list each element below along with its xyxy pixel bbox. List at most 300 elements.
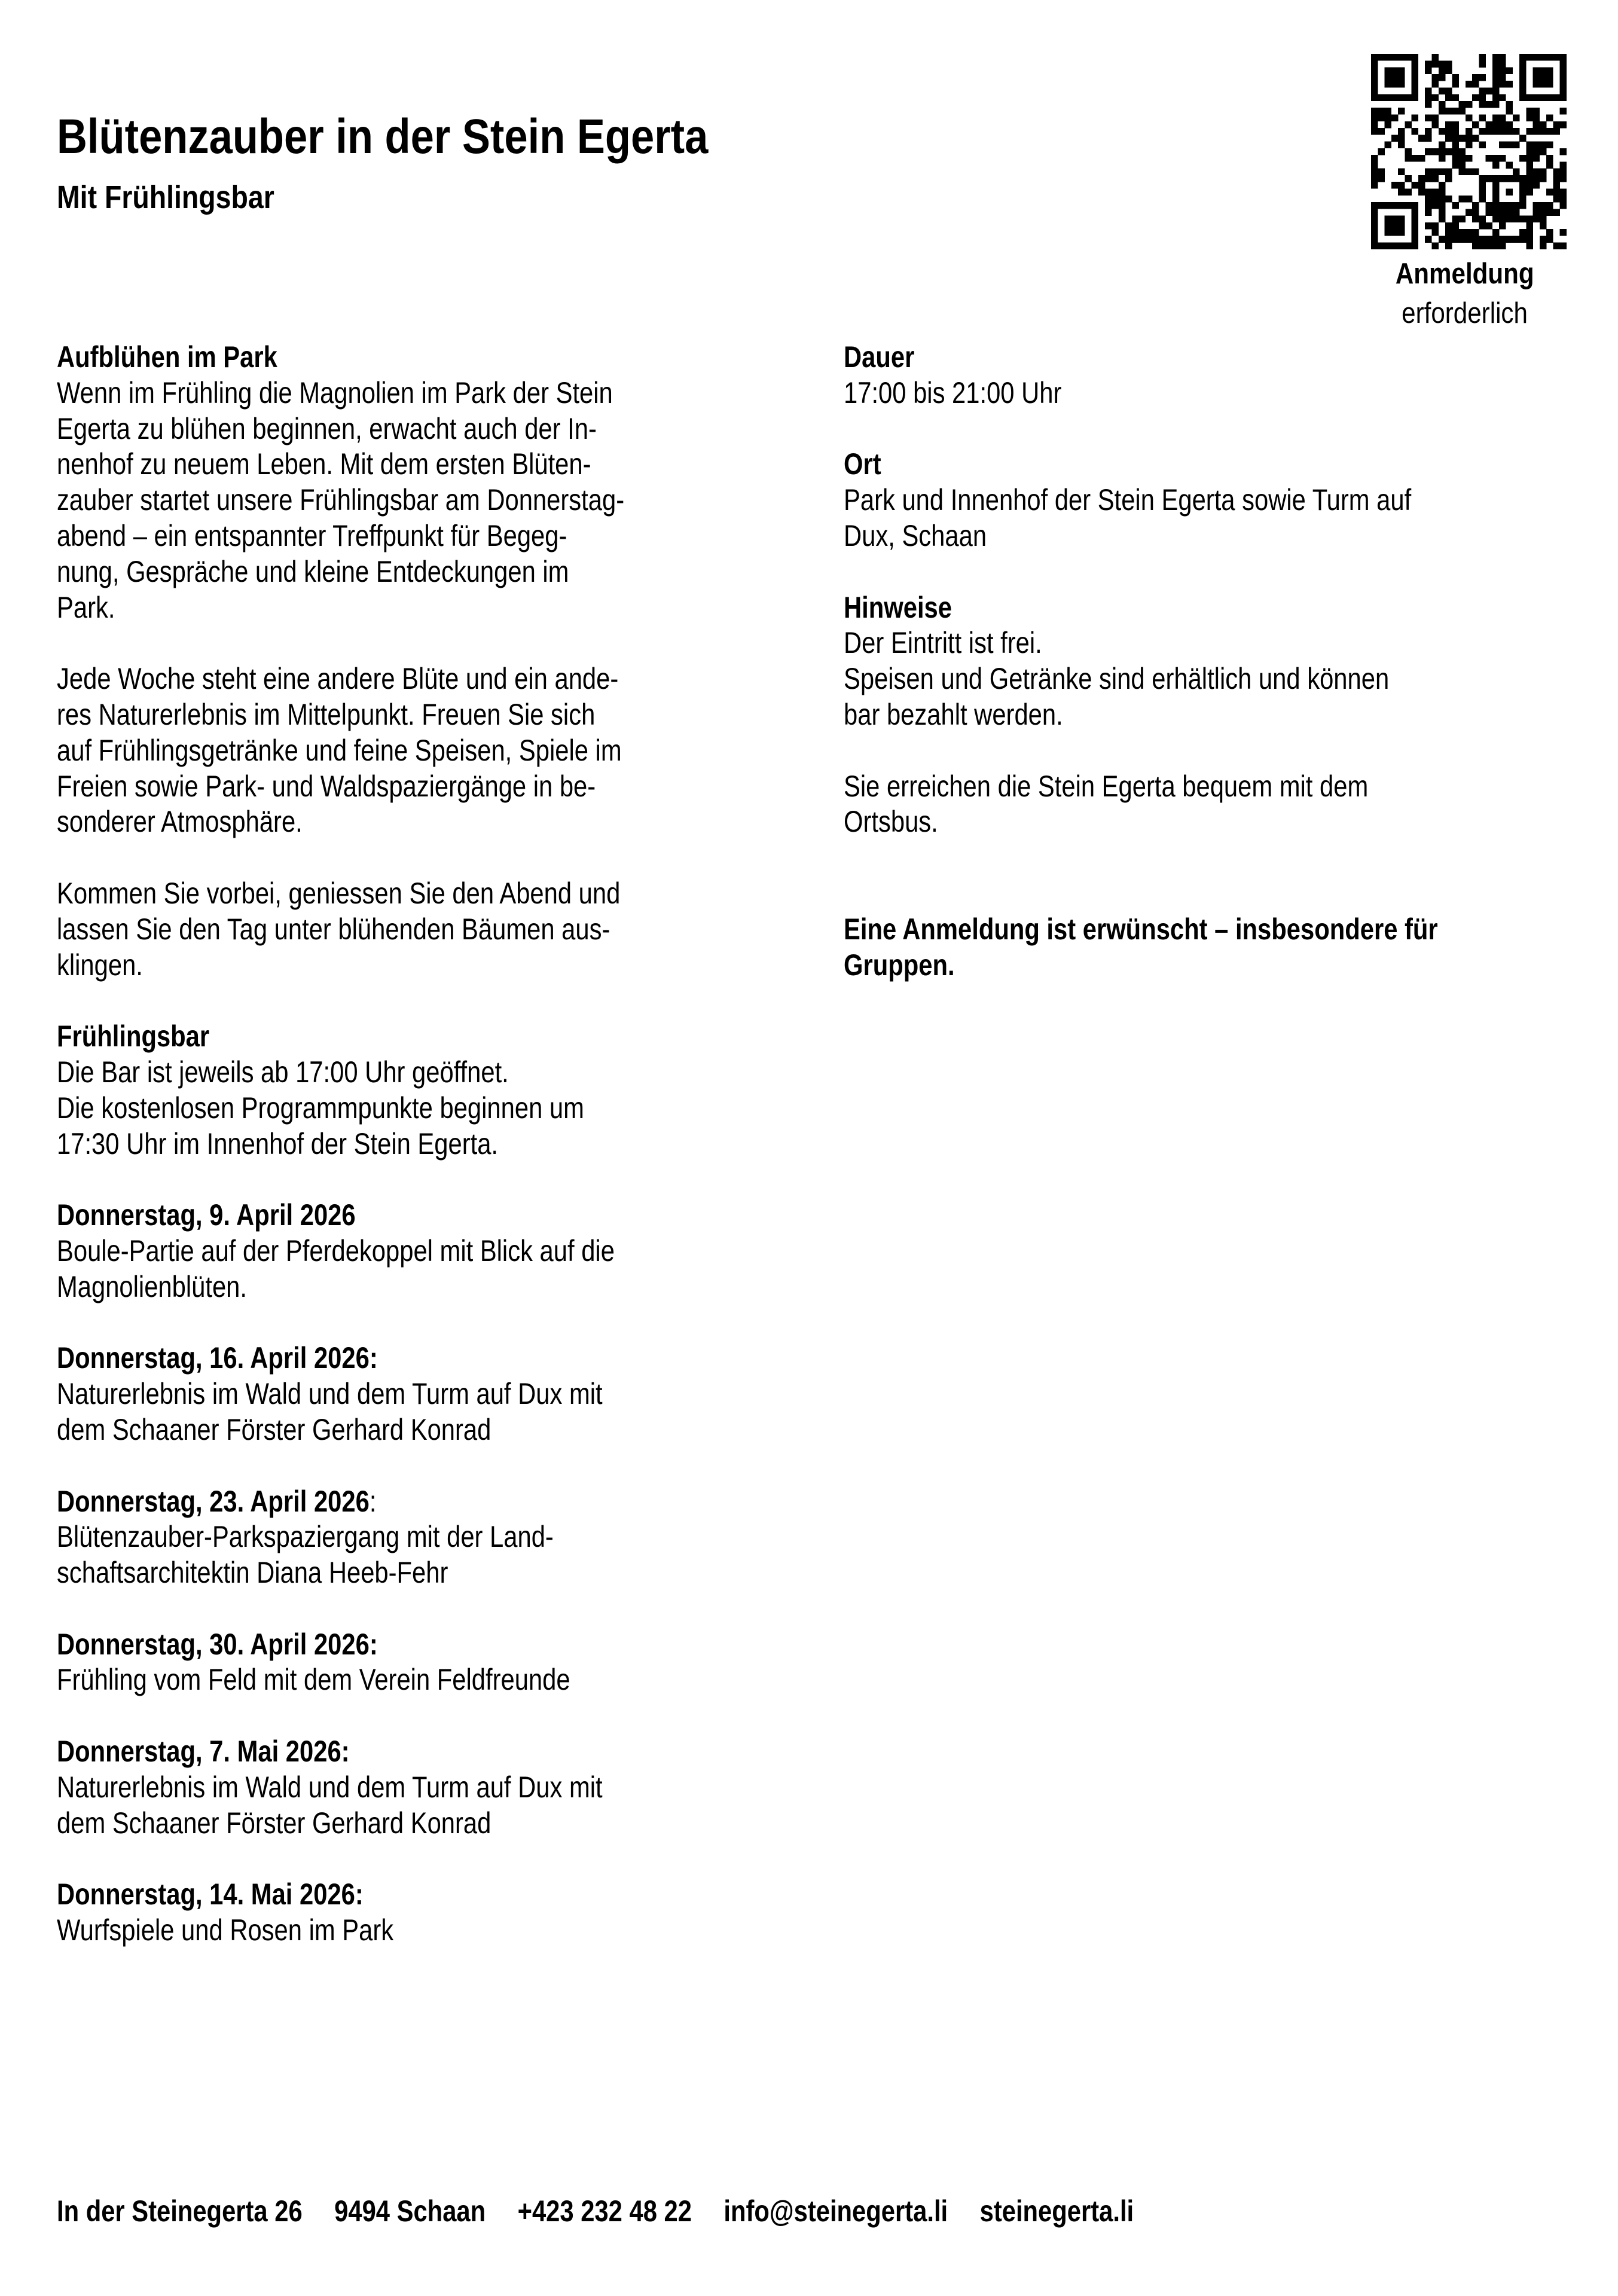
- weekly-section: [57, 661, 894, 840]
- qr-module: [1533, 114, 1540, 121]
- qr-module: [1519, 60, 1527, 68]
- qr-module: [1526, 148, 1533, 155]
- qr-module: [1546, 54, 1553, 61]
- qr-module: [1425, 87, 1432, 94]
- qr-module: [1398, 229, 1405, 236]
- qr-module: [1486, 121, 1493, 129]
- qr-module: [1479, 101, 1486, 108]
- qr-module: [1459, 101, 1466, 108]
- qr-module: [1452, 229, 1459, 236]
- qr-module: [1472, 74, 1479, 81]
- qr-module: [1371, 74, 1378, 81]
- qr-module: [1479, 87, 1486, 94]
- qr-module: [1472, 94, 1479, 102]
- qr-module: [1479, 243, 1486, 249]
- qr-module: [1466, 128, 1473, 135]
- qr-module: [1499, 216, 1506, 223]
- qr-module: [1385, 222, 1392, 230]
- paragraph-line: Dux, Schaan: [844, 518, 987, 552]
- section-heading: Dauer: [844, 340, 915, 374]
- qr-module: [1546, 81, 1553, 88]
- qr-module: [1519, 202, 1527, 209]
- qr-module: [1519, 81, 1527, 88]
- qr-module: [1479, 60, 1486, 68]
- qr-module: [1385, 243, 1392, 249]
- qr-module: [1405, 175, 1412, 182]
- qr-module: [1459, 108, 1466, 115]
- qr-module: [1431, 169, 1439, 176]
- qr-module: [1540, 243, 1547, 249]
- qr-module: [1492, 121, 1500, 129]
- footer-phone[interactable]: +423 232 48 22: [517, 2194, 692, 2228]
- qr-module: [1553, 175, 1560, 182]
- qr-module: [1405, 243, 1412, 249]
- qr-module: [1540, 54, 1547, 61]
- qr-module: [1526, 155, 1533, 162]
- qr-module: [1418, 182, 1425, 189]
- qr-module: [1546, 142, 1553, 149]
- qr-module: [1540, 216, 1547, 223]
- qr-module: [1492, 81, 1500, 88]
- qr-caption-registration: Anmeldung: [1396, 258, 1534, 290]
- qr-module: [1519, 182, 1527, 189]
- qr-module: [1459, 236, 1466, 243]
- qr-module: [1398, 128, 1405, 135]
- qr-module: [1499, 94, 1506, 102]
- qr-module: [1425, 222, 1432, 230]
- qr-module: [1553, 209, 1560, 216]
- qr-module: [1499, 155, 1506, 162]
- qr-module: [1479, 222, 1486, 230]
- qr-module: [1546, 68, 1553, 75]
- qr-module: [1412, 155, 1419, 162]
- qr-module: [1405, 121, 1412, 129]
- qr-module: [1371, 87, 1378, 94]
- qr-module: [1560, 189, 1567, 196]
- qr-module: [1378, 202, 1385, 209]
- event-item: [57, 1877, 894, 1949]
- qr-module: [1533, 209, 1540, 216]
- qr-module: [1452, 121, 1459, 129]
- qr-module: [1540, 121, 1547, 129]
- qr-module: [1513, 202, 1520, 209]
- right-column: [844, 340, 1618, 983]
- qr-module: [1445, 169, 1452, 176]
- qr-module: [1546, 236, 1553, 243]
- qr-module: [1560, 74, 1567, 81]
- qr-module: [1560, 68, 1567, 75]
- qr-module: [1391, 222, 1399, 230]
- qr-module: [1445, 243, 1452, 249]
- qr-module: [1479, 216, 1486, 223]
- qr-module: [1492, 189, 1500, 196]
- qr-module: [1506, 128, 1513, 135]
- qr-module: [1560, 202, 1567, 209]
- qr-module: [1431, 243, 1439, 249]
- qr-module: [1540, 68, 1547, 75]
- qr-module: [1425, 101, 1432, 108]
- qr-module: [1466, 101, 1473, 108]
- qr-module: [1499, 128, 1506, 135]
- qr-module: [1506, 68, 1513, 75]
- qr-module: [1513, 169, 1520, 176]
- qr-module: [1492, 94, 1500, 102]
- qr-module: [1398, 94, 1405, 102]
- qr-module: [1466, 196, 1473, 203]
- qr-module: [1445, 148, 1452, 155]
- qr-module: [1398, 182, 1405, 189]
- qr-module: [1452, 108, 1459, 115]
- qr-module: [1472, 135, 1479, 142]
- qr-module: [1452, 135, 1459, 142]
- footer-email[interactable]: info@steinegerta.li: [723, 2194, 948, 2228]
- qr-module: [1492, 60, 1500, 68]
- qr-module: [1412, 243, 1419, 249]
- qr-module: [1499, 142, 1506, 149]
- qr-module: [1439, 182, 1446, 189]
- section-heading: Ort: [844, 447, 881, 481]
- qr-module: [1540, 142, 1547, 149]
- qr-module: [1412, 94, 1419, 102]
- qr-module: [1431, 54, 1439, 61]
- qr-module: [1378, 148, 1385, 155]
- qr-module: [1452, 222, 1459, 230]
- qr-module: [1371, 161, 1378, 169]
- qr-module: [1398, 68, 1405, 75]
- footer-city: 9494 Schaan: [334, 2194, 486, 2228]
- qr-module: [1439, 196, 1446, 203]
- paragraph-line: Jede Woche steht eine andere Blüte und ein ande-: [57, 662, 619, 696]
- qr-code-icon[interactable]: [1371, 54, 1567, 249]
- qr-module: [1492, 236, 1500, 243]
- qr-module: [1526, 142, 1533, 149]
- qr-module: [1479, 189, 1486, 196]
- qr-module: [1486, 236, 1493, 243]
- qr-module: [1540, 222, 1547, 230]
- qr-module: [1486, 202, 1493, 209]
- qr-module: [1519, 236, 1527, 243]
- qr-module: [1499, 68, 1506, 75]
- qr-module: [1431, 196, 1439, 203]
- qr-module: [1425, 94, 1432, 102]
- qr-module: [1540, 175, 1547, 182]
- qr-module: [1519, 94, 1527, 102]
- qr-module: [1540, 236, 1547, 243]
- qr-module: [1398, 142, 1405, 149]
- qr-module: [1385, 74, 1392, 81]
- qr-module: [1506, 202, 1513, 209]
- event-description: schaftsarchitektin Diana Heeb-Fehr: [57, 1556, 448, 1590]
- qr-module: [1371, 54, 1378, 61]
- qr-module: [1519, 155, 1527, 162]
- qr-module: [1472, 202, 1479, 209]
- qr-module: [1385, 202, 1392, 209]
- event-date: Donnerstag, 23. April 2026:: [57, 1484, 377, 1518]
- qr-module: [1533, 148, 1540, 155]
- event-description: Blütenzauber-Parkspaziergang mit der Land-: [57, 1520, 554, 1554]
- qr-module: [1385, 142, 1392, 149]
- qr-module: [1378, 169, 1385, 176]
- qr-module: [1486, 175, 1493, 182]
- qr-module: [1398, 189, 1405, 196]
- qr-module: [1560, 148, 1567, 155]
- qr-module: [1492, 128, 1500, 135]
- qr-module: [1533, 142, 1540, 149]
- qr-module: [1560, 161, 1567, 169]
- qr-module: [1466, 81, 1473, 88]
- qr-module: [1378, 54, 1385, 61]
- qr-module: [1506, 108, 1513, 115]
- qr-module: [1418, 175, 1425, 182]
- qr-module: [1513, 236, 1520, 243]
- qr-module: [1391, 202, 1399, 209]
- footer-address: In der Steinegerta 26: [57, 2194, 303, 2228]
- qr-module: [1445, 236, 1452, 243]
- qr-module: [1486, 128, 1493, 135]
- paragraph-line: Egerta zu blühen beginnen, erwacht auch der In-: [57, 411, 597, 445]
- qr-module: [1459, 229, 1466, 236]
- qr-module: [1371, 94, 1378, 102]
- qr-module: [1425, 209, 1432, 216]
- qr-module: [1519, 54, 1527, 61]
- qr-module: [1425, 196, 1432, 203]
- left-column: [57, 340, 894, 1949]
- qr-module: [1506, 161, 1513, 169]
- qr-module: [1385, 54, 1392, 61]
- qr-module: [1526, 175, 1533, 182]
- qr-module: [1513, 175, 1520, 182]
- qr-module: [1412, 81, 1419, 88]
- qr-module: [1445, 108, 1452, 115]
- qr-module: [1412, 128, 1419, 135]
- qr-module: [1405, 189, 1412, 196]
- qr-module: [1560, 196, 1567, 203]
- qr-module: [1452, 216, 1459, 223]
- qr-module: [1492, 101, 1500, 108]
- qr-module: [1526, 128, 1533, 135]
- qr-module: [1412, 182, 1419, 189]
- qr-module: [1452, 155, 1459, 162]
- qr-module: [1513, 216, 1520, 223]
- qr-module: [1398, 54, 1405, 61]
- paragraph-line: Park und Innenhof der Stein Egerta sowie Turm auf: [844, 483, 1412, 517]
- qr-module: [1533, 121, 1540, 129]
- event-description: Boule-Partie auf der Pferdekoppel mit Blick auf die: [57, 1234, 615, 1268]
- qr-module: [1398, 202, 1405, 209]
- qr-module: [1519, 216, 1527, 223]
- paragraph-line: klingen.: [57, 948, 143, 982]
- qr-module: [1526, 229, 1533, 236]
- qr-module: [1472, 216, 1479, 223]
- qr-module: [1546, 155, 1553, 162]
- qr-module: [1439, 169, 1446, 176]
- qr-module: [1445, 68, 1452, 75]
- registration-line: Eine Anmeldung ist erwünscht – insbesondere für: [844, 912, 1438, 946]
- qr-module: [1445, 60, 1452, 68]
- qr-module: [1398, 222, 1405, 230]
- qr-module: [1492, 161, 1500, 169]
- qr-module: [1405, 148, 1412, 155]
- qr-module: [1425, 169, 1432, 176]
- paragraph-line: zauber startet unsere Frühlingsbar am Donnerstag-: [57, 483, 625, 517]
- qr-module: [1385, 94, 1392, 102]
- qr-module: [1526, 54, 1533, 61]
- qr-module: [1526, 161, 1533, 169]
- qr-module: [1398, 169, 1405, 176]
- qr-module: [1412, 87, 1419, 94]
- qr-module: [1499, 222, 1506, 230]
- paragraph-line: Die Bar ist jeweils ab 17:00 Uhr geöffnet.: [57, 1055, 509, 1089]
- qr-module: [1466, 209, 1473, 216]
- qr-module: [1479, 94, 1486, 102]
- registration-line: Gruppen.: [844, 948, 955, 982]
- qr-module: [1439, 202, 1446, 209]
- qr-module: [1425, 68, 1432, 75]
- event-date: Donnerstag, 7. Mai 2026:: [57, 1735, 350, 1769]
- paragraph-line: Wenn im Frühling die Magnolien im Park der Stein: [57, 375, 613, 410]
- qr-module: [1492, 68, 1500, 75]
- qr-module: [1519, 229, 1527, 236]
- qr-module: [1499, 74, 1506, 81]
- qr-module: [1439, 148, 1446, 155]
- qr-module: [1533, 68, 1540, 75]
- qr-module: [1425, 114, 1432, 121]
- paragraph-line: Der Eintritt ist frei.: [844, 626, 1042, 660]
- qr-module: [1506, 175, 1513, 182]
- paragraph-line: Ortsbus.: [844, 805, 938, 839]
- qr-module: [1499, 236, 1506, 243]
- qr-module: [1506, 121, 1513, 129]
- qr-module: [1371, 169, 1378, 176]
- qr-module: [1425, 60, 1432, 68]
- event-item: [57, 1341, 894, 1448]
- qr-module: [1513, 209, 1520, 216]
- paragraph-line: sonderer Atmosphäre.: [57, 805, 303, 839]
- event-date: Donnerstag, 9. April 2026: [57, 1198, 356, 1232]
- paragraph-line: abend – ein entspannter Treffpunkt für Begeg-: [57, 518, 567, 552]
- registration-note: [844, 912, 1618, 984]
- qr-module: [1466, 169, 1473, 176]
- qr-module: [1479, 114, 1486, 121]
- qr-module: [1472, 169, 1479, 176]
- qr-module: [1533, 182, 1540, 189]
- event-date: Donnerstag, 30. April 2026:: [57, 1627, 378, 1661]
- qr-module: [1466, 114, 1473, 121]
- qr-module: [1540, 148, 1547, 155]
- qr-module: [1391, 94, 1399, 102]
- qr-module: [1459, 148, 1466, 155]
- qr-module: [1385, 216, 1392, 223]
- qr-module: [1519, 135, 1527, 142]
- event-date: Donnerstag, 14. Mai 2026:: [57, 1877, 364, 1912]
- qr-module: [1506, 81, 1513, 88]
- qr-module: [1371, 202, 1378, 209]
- qr-module: [1452, 202, 1459, 209]
- footer-website[interactable]: steinegerta.li: [979, 2194, 1134, 2228]
- qr-module: [1425, 189, 1432, 196]
- qr-module: [1391, 182, 1399, 189]
- qr-module: [1533, 108, 1540, 115]
- qr-module: [1553, 169, 1560, 176]
- qr-module: [1492, 74, 1500, 81]
- qr-module: [1479, 236, 1486, 243]
- qr-module: [1492, 216, 1500, 223]
- qr-module: [1439, 155, 1446, 162]
- qr-module: [1526, 222, 1533, 230]
- qr-module: [1459, 135, 1466, 142]
- qr-module: [1445, 135, 1452, 142]
- qr-module: [1439, 216, 1446, 223]
- location-section: [844, 447, 1618, 554]
- event-date: Donnerstag, 16. April 2026:: [57, 1341, 378, 1375]
- qr-module: [1412, 229, 1419, 236]
- qr-module: [1546, 161, 1553, 169]
- qr-module: [1425, 202, 1432, 209]
- qr-module: [1466, 135, 1473, 142]
- paragraph-line: Sie erreichen die Stein Egerta bequem mit dem: [844, 769, 1369, 803]
- qr-module: [1425, 148, 1432, 155]
- qr-module: [1479, 196, 1486, 203]
- qr-module: [1459, 196, 1466, 203]
- qr-module: [1391, 68, 1399, 75]
- qr-module: [1412, 60, 1419, 68]
- qr-module: [1499, 81, 1506, 88]
- qr-module: [1431, 229, 1439, 236]
- qr-module: [1412, 114, 1419, 121]
- qr-module: [1506, 216, 1513, 223]
- section-heading: Hinweise: [844, 590, 952, 624]
- qr-module: [1499, 243, 1506, 249]
- qr-module: [1391, 135, 1399, 142]
- qr-module: [1560, 243, 1567, 249]
- qr-module: [1391, 229, 1399, 236]
- qr-module: [1540, 202, 1547, 209]
- qr-module: [1431, 202, 1439, 209]
- qr-module: [1479, 54, 1486, 61]
- qr-module: [1439, 87, 1446, 94]
- qr-module: [1553, 54, 1560, 61]
- event-item: [57, 1734, 894, 1841]
- qr-module: [1466, 236, 1473, 243]
- qr-module: [1533, 94, 1540, 102]
- qr-module: [1533, 216, 1540, 223]
- qr-module: [1553, 182, 1560, 189]
- qr-module: [1533, 128, 1540, 135]
- qr-module: [1439, 189, 1446, 196]
- qr-module: [1560, 169, 1567, 176]
- qr-module: [1425, 128, 1432, 135]
- qr-module: [1540, 94, 1547, 102]
- qr-module: [1526, 108, 1533, 115]
- qr-module: [1425, 236, 1432, 243]
- qr-module: [1472, 236, 1479, 243]
- qr-module: [1492, 243, 1500, 249]
- paragraph-line: Speisen und Getränke sind erhältlich und können: [844, 662, 1390, 696]
- paragraph-line: bar bezahlt werden.: [844, 697, 1063, 731]
- qr-module: [1431, 148, 1439, 155]
- qr-module: [1560, 121, 1567, 129]
- qr-module: [1560, 94, 1567, 102]
- qr-module: [1506, 142, 1513, 149]
- qr-module: [1425, 135, 1432, 142]
- qr-module: [1553, 128, 1560, 135]
- qr-module: [1492, 202, 1500, 209]
- qr-module: [1431, 175, 1439, 182]
- qr-module: [1486, 155, 1493, 162]
- qr-module: [1418, 155, 1425, 162]
- qr-module: [1506, 101, 1513, 108]
- qr-module: [1533, 155, 1540, 162]
